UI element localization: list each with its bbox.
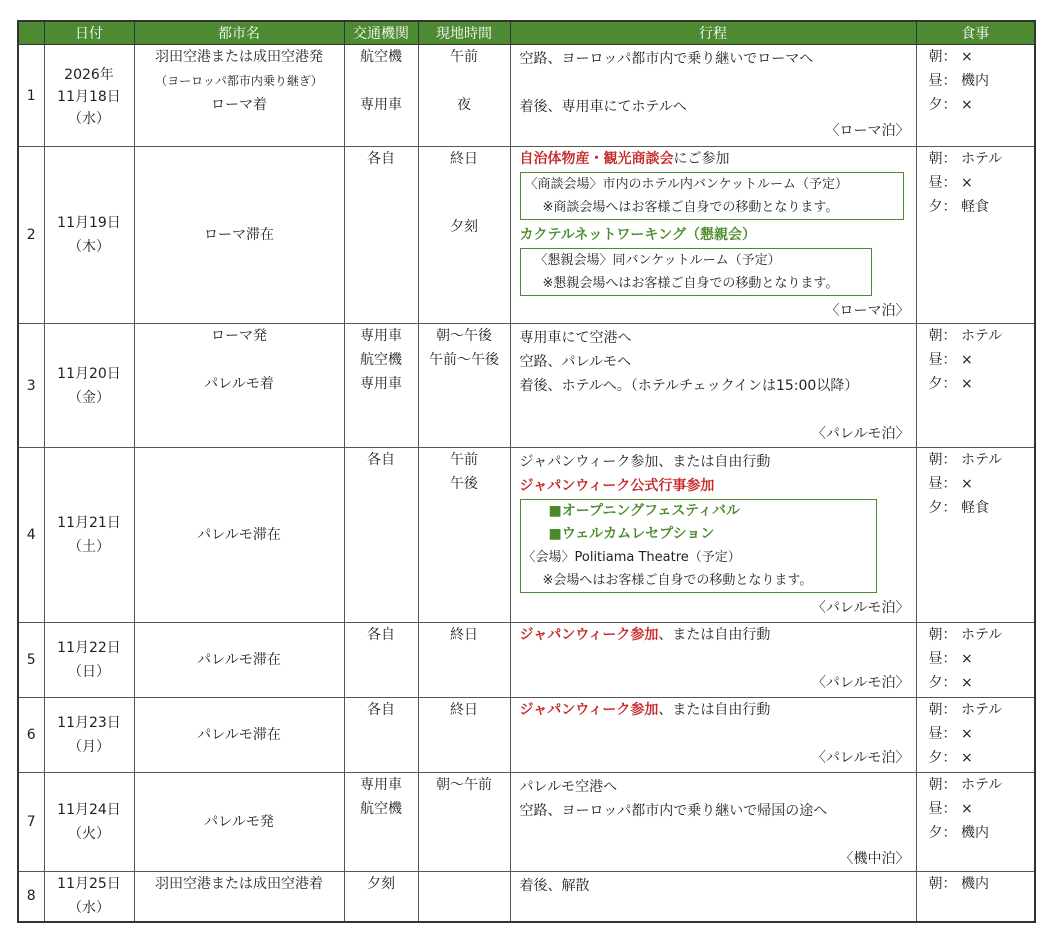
time-line: 午前～午後 bbox=[429, 352, 499, 368]
transport-cell bbox=[344, 698, 418, 773]
date-day: 11月18日 bbox=[57, 88, 121, 105]
time-line: 午前 bbox=[450, 452, 478, 468]
meal-lunch: 昼： × bbox=[928, 726, 973, 742]
itinerary-line: 空路、パレルモへ bbox=[519, 354, 632, 370]
time-line: 朝～午後 bbox=[436, 328, 492, 344]
transport-line: 専用車 bbox=[360, 97, 402, 113]
itinerary-line bbox=[520, 147, 910, 171]
itinerary-cell bbox=[510, 147, 916, 324]
time-cell bbox=[418, 773, 510, 872]
venue-note: ※商談会場へはお客様ご自身での移動となります。 bbox=[542, 200, 839, 215]
meals-cell bbox=[916, 623, 1035, 698]
event-title: ジャパンウィーク参加 bbox=[519, 702, 659, 718]
transport-line: 航空機 bbox=[360, 49, 402, 65]
time-cell bbox=[418, 147, 510, 324]
header-meals: 食事 bbox=[916, 21, 1035, 45]
venue-note: ※会場へはお客様ご自身での移動となります。 bbox=[542, 573, 813, 588]
date-day: 11月21日 bbox=[57, 515, 121, 531]
meal-lunch: 昼： × bbox=[928, 801, 973, 817]
meal-lunch: 昼： × bbox=[928, 352, 973, 368]
meal-lunch: 昼： × bbox=[928, 476, 973, 492]
date-cell bbox=[44, 45, 134, 147]
meals-cell bbox=[916, 448, 1035, 623]
city-cell bbox=[134, 448, 344, 623]
header-row bbox=[18, 21, 1035, 45]
date-cell bbox=[44, 147, 134, 324]
date-day: 11月20日 bbox=[57, 365, 121, 382]
venue-line: 〈商談会場〉市内のホテル内バンケットルーム（予定） bbox=[524, 177, 848, 192]
transport-cell bbox=[344, 448, 418, 623]
event-suffix: 、または自由行動 bbox=[658, 702, 771, 718]
meal-lunch: 昼： × bbox=[928, 175, 973, 191]
transport-line: 夕刻 bbox=[367, 876, 395, 892]
city-line: パレルモ滞在 bbox=[197, 527, 281, 543]
event-item: ■オープニングフェスティバル bbox=[548, 503, 740, 519]
venue-line: 〈懇親会場〉同バンケットルーム（予定） bbox=[534, 253, 781, 268]
meal-breakfast: 朝： × bbox=[928, 49, 973, 65]
city-line: パレルモ滞在 bbox=[197, 727, 281, 743]
transport-cell bbox=[344, 147, 418, 324]
meals-cell bbox=[916, 324, 1035, 448]
overnight-label: 〈ローマ泊〉 bbox=[825, 303, 910, 319]
meal-dinner: 夕： 軽食 bbox=[928, 199, 989, 215]
city-cell bbox=[134, 698, 344, 773]
meal-lunch: 昼： × bbox=[928, 651, 973, 667]
header-itinerary: 行程 bbox=[510, 21, 916, 45]
overnight-label: 〈パレルモ泊〉 bbox=[811, 750, 910, 766]
meal-breakfast: 朝： ホテル bbox=[928, 328, 1003, 344]
overnight-label: 〈パレルモ泊〉 bbox=[811, 426, 910, 442]
transport-line: 各自 bbox=[367, 702, 395, 718]
transport-line: 専用車 bbox=[360, 376, 402, 392]
transport-line: 各自 bbox=[367, 452, 395, 468]
time-cell bbox=[418, 872, 510, 922]
day-number: 2 bbox=[18, 147, 44, 324]
header-time: 現地時間 bbox=[418, 21, 510, 45]
meal-dinner: 夕： × bbox=[928, 750, 973, 766]
time-line: 終日 bbox=[450, 151, 478, 167]
city-line: （ヨーロッパ都市内乗り継ぎ） bbox=[155, 74, 323, 88]
date-weekday: （水） bbox=[68, 900, 110, 917]
overnight-label: 〈パレルモ泊〉 bbox=[811, 600, 910, 616]
table-row bbox=[18, 698, 1035, 773]
itinerary-line: 着後、解散 bbox=[519, 878, 590, 894]
meal-lunch: 昼： 機内 bbox=[928, 73, 989, 89]
meal-breakfast: 朝： ホテル bbox=[928, 777, 1003, 793]
day-number: 7 bbox=[18, 773, 44, 872]
itinerary-line bbox=[520, 698, 910, 722]
transport-line: 専用車 bbox=[360, 777, 402, 793]
meal-breakfast: 朝： ホテル bbox=[928, 627, 1003, 643]
meals-cell bbox=[916, 45, 1035, 147]
time-line: 夕刻 bbox=[450, 219, 478, 235]
date-weekday: （火） bbox=[68, 826, 110, 842]
date-cell bbox=[44, 872, 134, 922]
time-line bbox=[419, 69, 510, 93]
venue-box bbox=[520, 172, 904, 220]
meal-dinner: 夕： 軽食 bbox=[928, 500, 989, 516]
time-cell bbox=[418, 623, 510, 698]
time-line: 夜 bbox=[457, 97, 471, 113]
city-line: ローマ着 bbox=[211, 97, 267, 113]
event-title: 自治体物産・観光商談会 bbox=[519, 151, 674, 167]
city-line: 羽田空港または成田空港発 bbox=[155, 49, 323, 65]
city-cell bbox=[134, 147, 344, 324]
time-line: 朝～午前 bbox=[436, 777, 492, 793]
date-weekday: （土） bbox=[68, 539, 110, 555]
meal-breakfast: 朝： 機内 bbox=[928, 876, 989, 892]
transport-line: 航空機 bbox=[360, 801, 402, 817]
event-title: ジャパンウィーク参加 bbox=[519, 627, 659, 643]
date-year: 2026年 bbox=[64, 66, 114, 83]
meal-breakfast: 朝： ホテル bbox=[928, 452, 1003, 468]
date-day: 11月23日 bbox=[57, 715, 121, 731]
event-title: カクテルネットワーキング（懇親会） bbox=[519, 227, 756, 243]
meal-breakfast: 朝： ホテル bbox=[928, 151, 1003, 167]
transport-line: 各自 bbox=[367, 627, 395, 643]
table-row bbox=[18, 773, 1035, 872]
header-date: 日付 bbox=[44, 21, 134, 45]
date-cell bbox=[44, 324, 134, 448]
city-line: 羽田空港または成田空港着 bbox=[155, 876, 323, 892]
city-line: ローマ滞在 bbox=[204, 227, 274, 243]
meals-cell bbox=[916, 698, 1035, 773]
venue-note: ※懇親会場へはお客様ご自身での移動となります。 bbox=[542, 276, 839, 291]
event-title: ジャパンウィーク公式行事参加 bbox=[519, 478, 715, 494]
itinerary-cell bbox=[510, 773, 916, 872]
time-line: 終日 bbox=[450, 702, 478, 718]
city-cell bbox=[134, 872, 344, 922]
time-cell bbox=[418, 448, 510, 623]
time-cell bbox=[418, 698, 510, 773]
day-number: 4 bbox=[18, 448, 44, 623]
city-line: ローマ発 bbox=[211, 328, 267, 344]
itinerary-cell bbox=[510, 324, 916, 448]
header-no bbox=[18, 21, 44, 45]
venue-box bbox=[520, 499, 877, 593]
city-cell bbox=[134, 773, 344, 872]
itinerary-line: 着後、専用車にてホテルへ bbox=[519, 99, 687, 115]
itinerary-line: 空路、ヨーロッパ都市内で乗り継いで帰国の途へ bbox=[519, 803, 828, 819]
date-cell bbox=[44, 448, 134, 623]
event-suffix: 、または自由行動 bbox=[658, 627, 771, 643]
date-weekday: （日） bbox=[68, 664, 110, 680]
date-cell bbox=[44, 623, 134, 698]
date-weekday: （金） bbox=[68, 389, 110, 406]
itinerary-cell bbox=[510, 45, 916, 147]
date-weekday: （木） bbox=[68, 239, 110, 255]
itinerary-cell bbox=[510, 698, 916, 773]
city-cell bbox=[134, 324, 344, 448]
table-row bbox=[18, 45, 1035, 147]
event-suffix: にご参加 bbox=[673, 151, 730, 167]
time-cell bbox=[418, 324, 510, 448]
meals-cell bbox=[916, 773, 1035, 872]
itinerary-cell bbox=[510, 872, 916, 922]
time-cell bbox=[418, 45, 510, 147]
overnight-label: 〈ローマ泊〉 bbox=[825, 123, 910, 139]
transport-cell bbox=[344, 324, 418, 448]
event-item: ■ウェルカムレセプション bbox=[548, 526, 715, 542]
day-number: 8 bbox=[18, 872, 44, 922]
itinerary-table bbox=[17, 20, 1036, 923]
itinerary-line: パレルモ空港へ bbox=[519, 779, 618, 795]
meal-dinner: 夕： 機内 bbox=[928, 825, 989, 841]
transport-line bbox=[345, 69, 418, 93]
itinerary-line: ジャパンウィーク参加、または自由行動 bbox=[519, 454, 771, 470]
transport-cell bbox=[344, 45, 418, 147]
meals-cell bbox=[916, 147, 1035, 324]
time-line: 午前 bbox=[450, 49, 478, 65]
overnight-label: 〈機中泊〉 bbox=[839, 851, 910, 867]
day-number: 5 bbox=[18, 623, 44, 698]
date-day: 11月24日 bbox=[57, 802, 121, 818]
city-line: パレルモ着 bbox=[204, 376, 274, 392]
meal-breakfast: 朝： ホテル bbox=[928, 702, 1003, 718]
date-cell bbox=[44, 773, 134, 872]
table-row bbox=[18, 872, 1035, 922]
date-day: 11月22日 bbox=[57, 640, 121, 656]
table-row bbox=[18, 448, 1035, 623]
itinerary-line: 空路、ヨーロッパ都市内で乗り継いでローマへ bbox=[519, 51, 814, 67]
itinerary-cell bbox=[510, 448, 916, 623]
transport-cell bbox=[344, 872, 418, 922]
time-line: 午後 bbox=[450, 476, 478, 492]
transport-cell bbox=[344, 623, 418, 698]
header-transport: 交通機関 bbox=[344, 21, 418, 45]
itinerary-line: 専用車にて空港へ bbox=[519, 330, 632, 346]
day-number: 6 bbox=[18, 698, 44, 773]
transport-line: 各自 bbox=[367, 151, 395, 167]
meals-cell bbox=[916, 872, 1035, 922]
city-line: パレルモ滞在 bbox=[197, 652, 281, 668]
table-row bbox=[18, 147, 1035, 324]
overnight-label: 〈パレルモ泊〉 bbox=[811, 675, 910, 691]
meal-dinner: 夕： × bbox=[928, 376, 973, 392]
itinerary-line: 着後、ホテルへ。（ホテルチェックインは15:00以降） bbox=[519, 378, 859, 394]
date-day: 11月19日 bbox=[57, 215, 121, 231]
header-city: 都市名 bbox=[134, 21, 344, 45]
date-weekday: （水） bbox=[68, 110, 110, 127]
date-day: 11月25日 bbox=[57, 876, 121, 893]
itinerary-cell bbox=[510, 623, 916, 698]
table-row bbox=[18, 623, 1035, 698]
city-cell bbox=[134, 45, 344, 147]
meal-dinner: 夕： × bbox=[928, 675, 973, 691]
table-row bbox=[18, 324, 1035, 448]
city-cell bbox=[134, 623, 344, 698]
transport-line: 専用車 bbox=[360, 328, 402, 344]
date-cell bbox=[44, 698, 134, 773]
meal-dinner: 夕： × bbox=[928, 97, 973, 113]
city-line: パレルモ発 bbox=[204, 814, 274, 830]
venue-line: 〈会場〉Politiama Theatre（予定） bbox=[522, 550, 741, 565]
transport-cell bbox=[344, 773, 418, 872]
venue-box bbox=[520, 248, 872, 296]
itinerary-line bbox=[520, 623, 910, 647]
transport-line: 航空機 bbox=[360, 352, 402, 368]
date-weekday: （月） bbox=[68, 739, 110, 755]
day-number: 3 bbox=[18, 324, 44, 448]
day-number: 1 bbox=[18, 45, 44, 147]
time-line: 終日 bbox=[450, 627, 478, 643]
